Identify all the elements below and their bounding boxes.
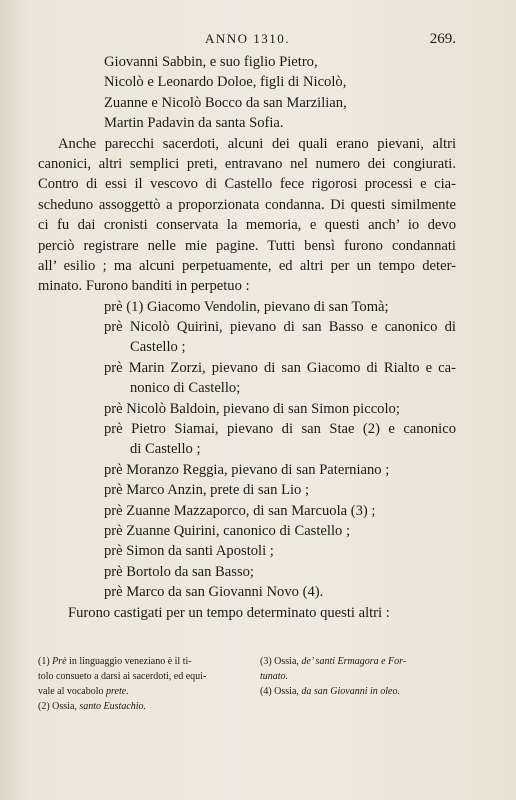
body-text [38, 52, 456, 623]
name-line: Martin Padavin da santa Sofia. [104, 115, 284, 132]
list-item: prè Bortolo da san Basso; [104, 563, 254, 580]
paragraph-line: Anche parecchi sacerdoti, alcuni dei quali erano pievani, altri [58, 135, 456, 152]
list-item-continuation: Castello ; [130, 339, 186, 356]
list-item: prè Marco Anzin, prete di san Lio ; [104, 482, 310, 499]
footnote-2: (2) Ossia, santo Eustachio. [38, 701, 147, 712]
name-line: Giovanni Sabbin, e suo figlio Pietro, [104, 54, 318, 70]
paragraph-line: scheduno assoggettò a proporzionata condanna. Di questi similmente [38, 196, 456, 213]
list-item-continuation: nonico di Castello; [130, 380, 241, 397]
paragraph-line: Contro di essi il vescovo di Castello fece rigorosi processi e cia- [38, 176, 456, 193]
paragraph-line: perciò registrare nelle mie pagine. Tutti bensì furono condannati [38, 237, 456, 254]
page-number: 269. [429, 31, 456, 47]
banished-list [38, 297, 456, 603]
list-item: prè Zuanne Quirini, canonico di Castello ; [104, 522, 350, 539]
footnote-4: (4) Ossia, da san Giovanni in oleo. [260, 686, 400, 697]
paragraph-line: minato. Furono banditi in perpetuo : [38, 278, 250, 295]
footnotes-left-column [38, 654, 250, 714]
footnote-3-line: tunato. [260, 671, 289, 682]
paragraph-line: all’ esilio ; ma alcuni perpetuamente, ed altri per un tempo deter- [38, 257, 456, 274]
running-head [0, 31, 516, 49]
list-item: prè Marin Zorzi, pievano di san Giacomo di Rialto e ca- [104, 359, 456, 376]
list-item: prè Zuanne Mazzaporco, di san Marcuola (3) ; [104, 502, 376, 519]
running-title: ANNO 1310. [205, 31, 291, 46]
list-item-continuation: di Castello ; [130, 441, 201, 458]
list-item: prè Moranzo Reggia, pievano di san Paterniano ; [104, 461, 390, 478]
footnote-1-line: tolo consueto a darsi ai sacerdoti, ed equi- [38, 671, 207, 682]
list-item: prè Nicolò Baldoin, pievano di san Simon piccolo; [104, 400, 400, 417]
footnote-3: (3) Ossia, de’ santi Ermagora e For- [260, 656, 407, 667]
name-line: Nicolò e Leonardo Doloe, figli di Nicolò, [104, 74, 347, 91]
paragraph-line: ci fu dai cronisti conservata la memoria, e questi anch’ io devo [38, 217, 456, 234]
list-item: prè Simon da santi Apostoli ; [104, 543, 274, 560]
closing-paragraph [38, 603, 456, 623]
list-item: prè Nicolò Quirini, pievano di san Basso e canonico di [104, 319, 456, 336]
list-item: prè Pietro Siamai, pievano di san Stae (2) e canonico [104, 421, 456, 438]
list-item: prè Marco da san Giovanni Novo (4). [104, 584, 324, 601]
paragraph-line: canonici, altri semplici preti, entravano nel numero dei congiurati. [38, 155, 456, 172]
name-line: Zuanne e Nicolò Bocco da san Marzilian, [104, 94, 347, 111]
footnotes-right-column [260, 654, 460, 699]
paragraph [38, 134, 456, 297]
footnote-1: (1) Prè in linguaggio veneziano è il ti- [38, 656, 192, 667]
list-item: prè (1) Giacomo Vendolin, pievano di san Tomà; [104, 298, 389, 315]
closing-line: Furono castigati per un tempo determinato questi altri : [68, 604, 390, 621]
footnote-1-line: vale al vocabolo prete. [38, 686, 129, 697]
conspirator-names [38, 52, 456, 134]
